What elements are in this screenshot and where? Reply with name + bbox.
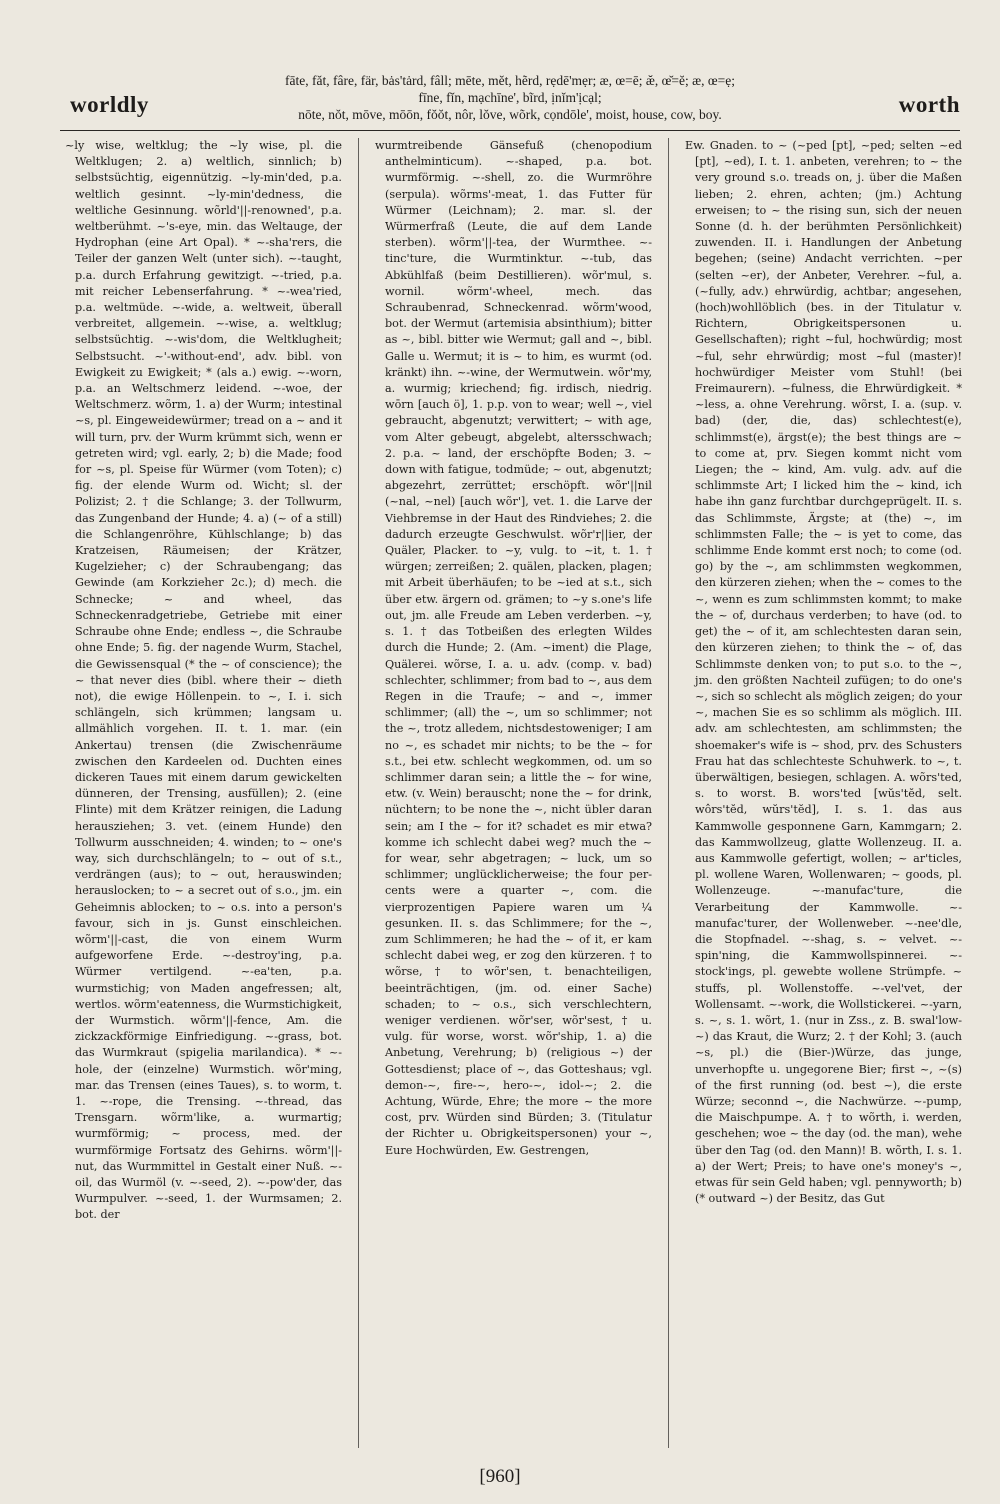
column-text: wurmtreibende Gänsefuß (chenopodium anthelminticum). ~-shaped, p.a. bot. wurmförmig. ~-shell, zo. die Wurmröhre (serpula). wõrms'-meat, 1. das Futter für Würmer (Leichnam); 2. mar. sl. der Würmerfraß (Leute, die auf dem Lande sterben). wõrm'||-tea, der Wurmthee. ~-tinc'ture, die Wurmtinktur. ~-tub, das Abkühlfaß (beim Destillieren). wõr'mul, s. wornil. wõrm'-wheel, mech. das Schraubenrad, Schneckenrad. wõrm'wood, bot. der Wermut (artemisia absinthium); bitter as ~, bibl. bitter wie Wermut; gall and ~, bibl. Galle u. Wermut; it is ~ to him, es wurmt (od. kränkt) ihn. ~-wine, der Wermutwein. wõr'my, a. wurmig; kriechend; fig. irdisch, niedrig. wōrn [auch ö], 1. p.p. von to wear; well ~, viel gebraucht, abgenutzt; verwittert; ~ with age, vom Alter gebeugt, abgelebt, altersschwach; 2. p.a. ~ land, der erschöpfte Boden; 3. ~ down with fatigue, todmüde; ~ out, abgenutzt; abgezehrt, zerrüttet; erschöpft. wõr'||nil (~nal, ~nel) [auch wõr'], vet. 1. die Larve der Viehbremse in der Haut des Rindviehes; 2. die dadurch erzeugte Geschwulst. wõr'r||ier, der Quäler, Placker. to ~y, vulg. to ~it, t. 1. † würgen; zerreißen; 2. quälen, placken, plagen; mit Arbeit überhäufen; to be ~ied at s.t., sich über etw. ärgern od. grämen; to ~y s.one's life out, jm. alle Freude am Leben verderben. ~y, s. 1. † das Totbeißen des erlegten Wildes durch die Hunde; 2. (Am. ~iment) die Plage, Quälerei. wõrse, I. a. u. adv. (comp. v. bad) schlechter, schlimmer; from bad to ~, aus dem Regen in die Traufe; ~ and ~, immer schlimmer; (all) the ~, um so schlimmer; not the ~, trotz alledem, nichtsdestoweniger; I am no ~, es schadet mir nichts; to be the ~ for s.t., bei etw. schlecht wegkommen, od. um so schlimmer daran sein; a little the ~ for wine, etw. (v. Wein) berauscht; none the ~ for drink, nüchtern; to be none the ~, nicht übler daran sein; am I the ~ for it? schadet es mir etwa? komme ich schlecht dabei weg? much the ~ for wear, sehr abgetragen; ~ luck, um so schlimmer; unglücklicherweise; the four per-cents were a quarter ~, com. die vierprozentigen Papiere waren um ¼ gesunken. II. s. das Schlimmere; for the ~, zum Schlimmeren; he had the ~ of it, er kam schlecht dabei weg, er zog den kürzeren. † to wõrse, † to wõr'sen, t. benachteiligen, beeinträchtigen, (jm. od. einer Sache) schaden; to ~ o.s., sich verschlechtern, weniger verdienen. wõr'ser, wõr'sest, † u. vulg. für worse, worst. wõr'ship, 1. a) die Anbetung, Verehrung; b) (religious ~) der Gottesdienst; place of ~, das Gotteshaus; vgl. demon-~, fire-~, hero-~, idol-~; 2. die Achtung, Würde, Ehre; the more ~ the more cost, prv. Würden sind Bürden; 3. (Titulatur der Richter u. Obrigkeitspersonen) your ~, Eure Hochwürden, Ew. Gestrengen, bbox=[375, 139, 652, 1157]
page-number: [960] bbox=[479, 1466, 521, 1487]
column-text: ~ly wise, weltklug; the ~ly wise, pl. die Weltklugen; 2. a) weltlich, sinnlich; b) selbstsüchtig, eigennützig. ~ly-min'ded, p.a. weltlich gesinnt. ~ly-min'dedness, die weltliche Gesinnung. wõrld'||-renowned', p.a. weltberühmt. ~'s-eye, min. das Weltauge, der Hydrophan (eine Art Opal). * ~-sha'rers, die Teiler der ganzen Welt (unter sich). ~-taught, p.a. durch Erfahrung gewitzigt. ~-tried, p.a. mit reicher Lebenserfahrung. * ~-wea'ried, p.a. weltmüde. ~-wide, a. weltweit, überall verbreitet, allgemein. ~-wise, a. weltklug; selbstsüchtig. ~-wis'dom, die Weltklugheit; Selbstsucht. ~'-without-end', adv. bibl. von Ewigkeit zu Ewigkeit; * (als a.) ewig. ~-worn, p.a. an Weltschmerz leidend. ~-woe, der Weltschmerz. wõrm, 1. a) der Wurm; intestinal ~s, pl. Eingeweidewürmer; tread on a ~ and it will turn, prv. der Wurm krümmt sich, wenn er getreten wird; vgl. early, 2; b) die Made; food for ~s, pl. Speise für Würmer (vom Toten); c) fig. der elende Wurm od. Wicht; sl. der Polizist; 2. † die Schlange; 3. der Tollwurm, das Zungenband der Hunde; 4. a) (~ of a still) die Schlangenröhre, Kühlschlange; b) das Kratzeisen, Räumeisen; der Krätzer, Kugelzieher; c) der Schraubengang; das Gewinde (am Korkzieher 2c.); d) mech. die Schnecke; ~ and wheel, das Schneckenradgetriebe, Getriebe mit einer Schraube ohne Ende; endless ~, die Schraube ohne Ende; 5. fig. der nagende Wurm, Stachel, die Gewissensqual (* the ~ of conscience); the ~ that never dies (bibl. where their ~ dieth not), die ewige Höllenpein. to ~, I. i. sich schlängeln, sich krümmen; langsam u. allmählich vorgehen. II. t. 1. mar. (ein Ankertau) trensen (die Zwischenräume zwischen den Kardeelen od. Duchten eines dickeren Taues mit einem darum gewickelten dünneren, der Trensing, ausfüllen); 2. (eine Flinte) mit dem Krätzer reinigen, die Ladung herausziehen; 3. vet. (einem Hunde) den Tollwurm ausschneiden; 4. winden; to ~ one's way, sich durchschlängeln; to ~ out of s.t., verdrängen (aus); to ~ out, herauswinden; herauslocken; to ~ a secret out of s.o., jm. ein Geheimnis ablocken; to ~ o.s. into a person's favour, sich in js. Gunst einschleichen. wõrm'||-cast, die von einem Wurm aufgeworfene Erde. ~-destroy'ing, p.a. Würmer vertilgend. ~-ea'ten, p.a. wurmstichig; von Maden angefressen; alt, wertlos. wõrm'eatenness, die Wurmstichigkeit, der Wurmstich. wõrm'||-fence, Am. die zickzackförmige Einfriedigung. ~-grass, bot. das Wurmkraut (spigelia marilandica). * ~-hole, der (einzelne) Wurmstich. wõr'ming, mar. das Trensen (eines Taues), s. to worm, t. 1. ~-rope, die Trensing. ~-thread, das Trensgarn. wõrm'like, a. wurmartig; wurmförmig; ~ process, med. der wurmförmige Fortsatz des Gehirns. wõrm'||-nut, das Wurmmittel in Gestalt einer Nuß. ~-oil, das Wurmöl (v. ~-seed, 2). ~-pow'der, das Wurmpulver. ~-seed, 1. der Wurmsamen; 2. bot. der bbox=[65, 139, 342, 1222]
column-1 bbox=[65, 138, 342, 1448]
pronunciation-key-line: fīne, fĭn, mạchīne', bĩrd, ịnĭm'ịcạl; bbox=[418, 90, 602, 105]
header-rule bbox=[60, 130, 960, 131]
column-2 bbox=[375, 138, 652, 1448]
guide-word-right: worth bbox=[898, 92, 960, 117]
column-divider bbox=[668, 138, 669, 1448]
pronunciation-key-line: nōte, nŏt, mōve, mōōn, fŏŏt, nôr, lŏve, wõrk, cọndōle', moist, house, cow, boy. bbox=[298, 107, 722, 122]
guide-word-left: worldly bbox=[70, 92, 149, 117]
pronunciation-key bbox=[230, 72, 790, 123]
pronunciation-key-line: fāte, făt, fâre, fär, bȧs'tȧrd, fâll; mēte, mĕt, hẽrd, rẹdē'mẹr; æ, œ=ē; æ̆, œ̆=ĕ; æ, œ=ẹ; bbox=[285, 73, 735, 88]
column-3 bbox=[685, 138, 962, 1448]
column-text: Ew. Gnaden. to ~ (~ped [pt], ~ped; selten ~ed [pt], ~ed), I. t. 1. anbeten, verehren; to ~ the very ground s.o. treads on, j. über die Maßen lieben; 2. ehren, achten; (jm.) Achtung erweisen; to ~ the rising sun, sich der neuen Sonne (d. h. der berühmten Persönlichkeit) zuwenden. II. i. Handlungen der Anbetung begehen; (seine) Andacht verrichten. ~per (selten ~er), der Anbeter, Verehrer. ~ful, a. (~fully, adv.) ehrwürdig, achtbar; angesehen, (hoch)wohllöblich (bes. in der Titulatur v. Richtern, Obrigkeitspersonen u. Gesellschaften); right ~ful, hochwürdig; most ~ful, sehr ehrwürdig; most ~ful (master)! hochwürdiger Meister vom Stuhl! (bei Freimaurern). ~fulness, die Ehrwürdigkeit. * ~less, a. ohne Verehrung. wõrst, I. a. (sup. v. bad) (der, die, das) schlechtest(e), schlimmst(e), ärgst(e); the best things are ~ to come at, prv. Siegen kommt nicht vom Liegen; the ~ kind, Am. vulg. adv. auf die schlimmste Art; I licked him the ~ kind, ich habe ihn ganz furchtbar durchgeprügelt. II. s. das Schlimmste, Ärgste; at (the) ~, im schlimmsten Falle; the ~ is yet to come, das schlimme Ende kommt erst noch; to come (od. go) by the ~, am schlimmsten wegkommen, den kürzeren ziehen; when the ~ comes to the ~, wenn es zum schlimmsten kommt; to make the ~ of, durchaus verderben; to have (od. to get) the ~ of it, am schlechtesten daran sein, den kürzeren ziehen; to think the ~ of, das Schlimmste denken von; to put s.o. to the ~, jm. den größten Nachteil zufügen; to do one's ~, sich so schlecht als möglich zeigen; do your ~, machen Sie es so schlimm als möglich. III. adv. am schlechtesten, am schlimmsten; the shoemaker's wife is ~ shod, prv. des Schusters Frau hat das schlechteste Schuhwerk. to ~, t. überwältigen, besiegen, schlagen. A. wõrs'ted, s. to worst. B. wors'ted [wŭs'tĕd, selt. wôrs'tĕd, wŭrs'tĕd], I. s. 1. das aus Kammwolle gesponnene Garn, Kammgarn; 2. das Kammwollzeug, glatte Wollenzeug. II. a. aus Kammwolle gefertigt, wollen; ~ ar'ticles, pl. wollene Waren, Wollenwaren; ~ goods, pl. Wollenzeuge. ~-manufac'ture, die Verarbeitung der Kammwolle. ~-manufac'turer, der Wollenweber. ~-nee'dle, die Stopfnadel. ~-shag, s. ~ velvet. ~-spin'ning, die Kammwollspinnerei. ~-stock'ings, pl. gewebte wollene Strümpfe. ~ stuffs, pl. Wollenstoffe. ~-vel'vet, der Wollensamt. ~-work, die Wollstickerei. ~-yarn, s. ~, s. 1. wõrt, 1. (nur in Zss., z. B. swal'low-~) das Kraut, die Wurz; 2. † der Kohl; 3. (auch ~s, pl.) die (Bier-)Würze, das junge, unverhopfte u. ungegorene Bier; first ~, ~(s) of the first running (od. best ~), die erste Würze; seconnd ~, die Nachwürze. ~-pump, die Maischpumpe. A. † to wõrth, i. werden, geschehen; woe ~ the day (od. the man), wehe über den Tag (od. den Mann)! B. wõrth, I. s. 1. a) der Wert; Preis; to have one's money's ~, etwas für sein Geld haben; vgl. pennyworth; b) (* outward ~) der Besitz, das Gut bbox=[685, 139, 962, 1206]
dictionary-columns bbox=[65, 138, 962, 1448]
page-header bbox=[60, 72, 960, 128]
column-divider bbox=[358, 138, 359, 1448]
